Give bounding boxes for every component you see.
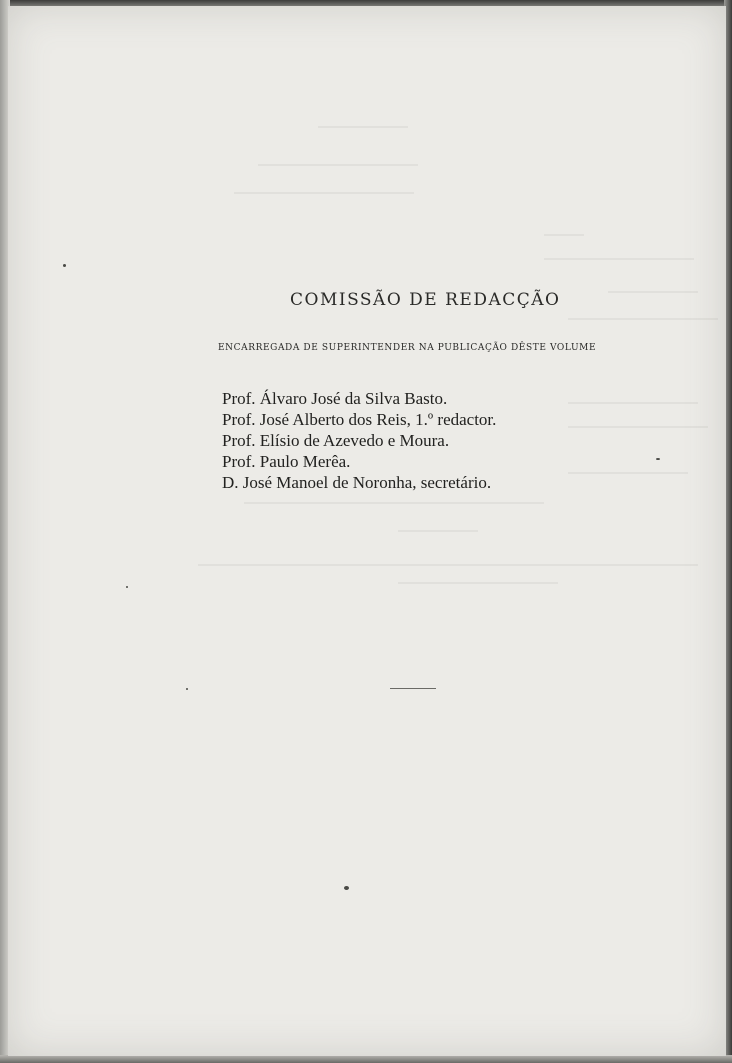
- scan-edge-bottom: [0, 1055, 732, 1063]
- committee-members-list: [222, 388, 496, 493]
- section-divider: [390, 688, 436, 689]
- paper-speck: [186, 688, 188, 690]
- page-subtitle: ENCARREGADA DE SUPERINTENDER NA PUBLICAÇÃO DÊSTE VOLUME: [218, 343, 597, 353]
- paper-speck: [656, 458, 660, 460]
- paper-speck: [126, 586, 128, 588]
- paper-speck: [63, 264, 66, 267]
- page-title: COMISSÃO DE REDACÇÃO: [290, 290, 561, 310]
- member-entry: Prof. Paulo Merêa.: [222, 452, 351, 471]
- show-through-text: [8, 6, 726, 1056]
- member-entry: Prof. Elísio de Azevedo e Moura.: [222, 431, 450, 450]
- paper-speck: [344, 886, 349, 890]
- document-page: [8, 6, 726, 1056]
- member-entry: Prof. Álvaro José da Silva Basto.: [222, 389, 448, 408]
- member-entry: Prof. José Alberto dos Reis, 1.º redactor.: [222, 410, 497, 429]
- member-entry: D. José Manoel de Noronha, secretário.: [222, 473, 492, 492]
